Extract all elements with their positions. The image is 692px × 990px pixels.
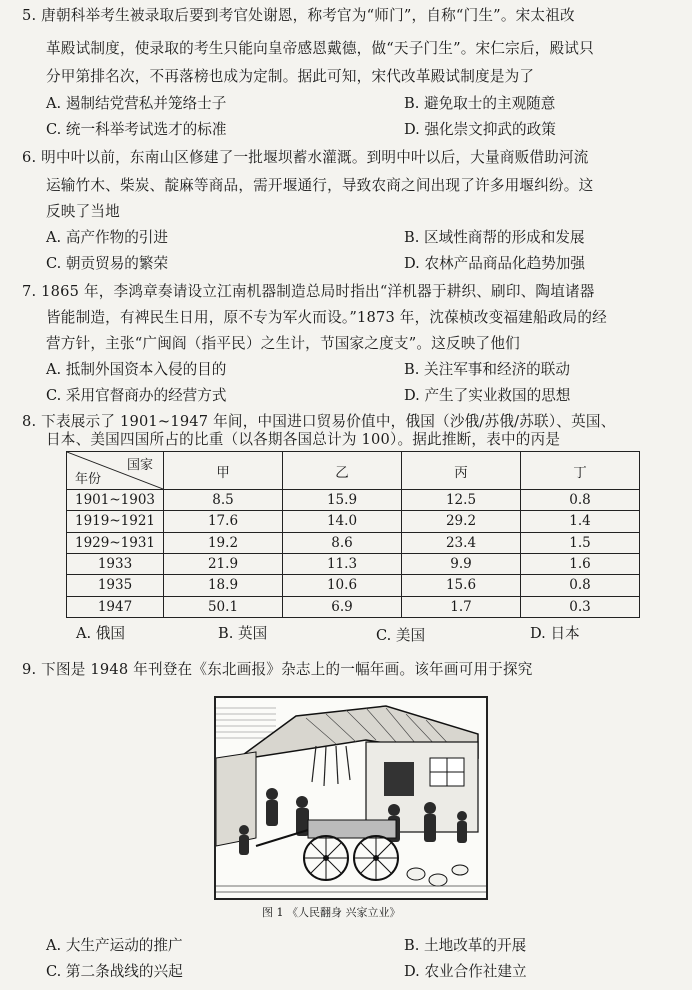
q9-option-c[interactable]: C. 第二条战线的兴起 (46, 963, 183, 980)
q6-option-d[interactable]: D. 农林产品商品化趋势加强 (404, 255, 585, 272)
table-cell: 1.4 (521, 511, 640, 532)
table-cell: 17.6 (164, 511, 283, 532)
table-cell: 23.4 (402, 532, 521, 553)
table-cell: 1901~1903 (67, 490, 164, 511)
q9-option-b[interactable]: B. 土地改革的开展 (404, 937, 527, 954)
q7-option-c[interactable]: C. 采用官督商办的经营方式 (46, 387, 227, 404)
table-cell: 50.1 (164, 596, 283, 617)
table-cell: 14.0 (283, 511, 402, 532)
figure-caption: 图 1 《人民翻身 兴家立业》 (262, 906, 401, 919)
q5-stem-line-1: 5. 唐朝科举考生被录取后要到考官处谢恩，称考官为“师门”，自称“门生”。宋太祖改 (22, 7, 575, 24)
q7-option-a[interactable]: A. 抵制外国资本入侵的目的 (46, 361, 227, 378)
table-cell: 0.3 (521, 596, 640, 617)
q5-option-a[interactable]: A. 遏制结党营私并笼络士子 (46, 95, 227, 112)
q8-stem-line-1: 8. 下表展示了 1901~1947 年间，中国进口贸易价值中，俄国（沙俄/苏俄/苏联）、英国、 (22, 413, 616, 430)
corner-label-year: 年份 (75, 472, 102, 487)
q5-option-b[interactable]: B. 避免取士的主观随意 (404, 95, 556, 112)
q6-stem-line-1: 6. 明中叶以前，东南山区修建了一批堰坝蓄水灌溉。到明中叶以后，大量商贩借助河流 (22, 149, 589, 166)
q6-option-b[interactable]: B. 区域性商帮的形成和发展 (404, 229, 585, 246)
table-cell: 1947 (67, 596, 164, 617)
corner-label-country: 国家 (126, 458, 153, 473)
table-cell: 21.9 (164, 553, 283, 574)
table-cell: 10.6 (283, 575, 402, 596)
q6-option-c[interactable]: C. 朝贡贸易的繁荣 (46, 255, 169, 272)
table-cell: 6.9 (283, 596, 402, 617)
table-cell: 1919~1921 (67, 511, 164, 532)
q9-option-a[interactable]: A. 大生产运动的推广 (46, 937, 183, 954)
q8-stem-line-2: 日本、美国四国所占的比重（以各期各国总计为 100）。据此推断，表中的丙是 (46, 431, 561, 448)
table-row (67, 553, 640, 574)
q6-stem-line-3: 反映了当地 (46, 203, 120, 220)
table-cell: 1935 (67, 575, 164, 596)
table-cell: 18.9 (164, 575, 283, 596)
table-cell: 1.5 (521, 532, 640, 553)
q7-option-b[interactable]: B. 关注军事和经济的联动 (404, 361, 570, 378)
table-cell: 8.6 (283, 532, 402, 553)
table-cell: 1.6 (521, 553, 640, 574)
table-cell: 0.8 (521, 490, 640, 511)
table-cell: 11.3 (283, 553, 402, 574)
table-row (67, 490, 640, 511)
q6-stem-line-2: 运输竹木、柴炭、靛麻等商品，需开堰通行，导致农商之间出现了许多用堰纠纷。这 (46, 177, 594, 194)
q6-option-a[interactable]: A. 高产作物的引进 (46, 229, 168, 246)
q8-option-d[interactable]: D. 日本 (530, 625, 580, 642)
table-cell: 1929~1931 (67, 532, 164, 553)
table-corner-cell (67, 452, 164, 490)
q7-stem-line-1: 7. 1865 年，李鸿章奏请设立江南机器制造总局时指出“洋机器于耕织、刷印、陶埴诸器 (22, 283, 595, 300)
table-cell: 29.2 (402, 511, 521, 532)
q5-stem-line-2: 革殿试制度，使录取的考生只能向皇帝感恩戴德，做“天子门生”。宋仁宗后，殿试只 (46, 40, 594, 57)
column-header-ding: 丁 (521, 452, 640, 490)
table-row (67, 575, 640, 596)
q8-option-b[interactable]: B. 英国 (218, 625, 268, 642)
q8-option-c[interactable]: C. 美国 (376, 627, 426, 644)
table-cell: 15.6 (402, 575, 521, 596)
column-header-yi: 乙 (283, 452, 402, 490)
table-cell: 9.9 (402, 553, 521, 574)
table-row (67, 511, 640, 532)
table-cell: 15.9 (283, 490, 402, 511)
table-cell: 19.2 (164, 532, 283, 553)
table-cell: 1.7 (402, 596, 521, 617)
q7-stem-line-3: 营方针，主张“广闽阎（指平民）之生计，节国家之度支”。这反映了他们 (46, 335, 520, 352)
new-year-painting-illustration (214, 696, 488, 900)
table-row (67, 532, 640, 553)
column-header-jia: 甲 (164, 452, 283, 490)
q5-stem-line-3: 分甲第排名次，不再落榜也成为定制。据此可知，宋代改革殿试制度是为了 (46, 68, 535, 85)
table-cell: 8.5 (164, 490, 283, 511)
q9-option-d[interactable]: D. 农业合作社建立 (404, 963, 527, 980)
q7-stem-line-2: 皆能制造，有裨民生日用，原不专为军火而设。”1873 年，沈葆桢改变福建船政局的经 (46, 309, 607, 326)
table-cell: 0.8 (521, 575, 640, 596)
table-cell: 12.5 (402, 490, 521, 511)
q7-option-d[interactable]: D. 产生了实业救国的思想 (404, 387, 571, 404)
table-row (67, 596, 640, 617)
column-header-bing: 丙 (402, 452, 521, 490)
q5-option-c[interactable]: C. 统一科举考试选才的标准 (46, 121, 227, 138)
table-cell: 1933 (67, 553, 164, 574)
q5-option-d[interactable]: D. 强化崇文抑武的政策 (404, 121, 556, 138)
import-share-table (66, 451, 640, 618)
q9-stem-line-1: 9. 下图是 1948 年刊登在《东北画报》杂志上的一幅年画。该年画可用于探究 (22, 661, 533, 678)
q8-option-a[interactable]: A. 俄国 (76, 625, 126, 642)
